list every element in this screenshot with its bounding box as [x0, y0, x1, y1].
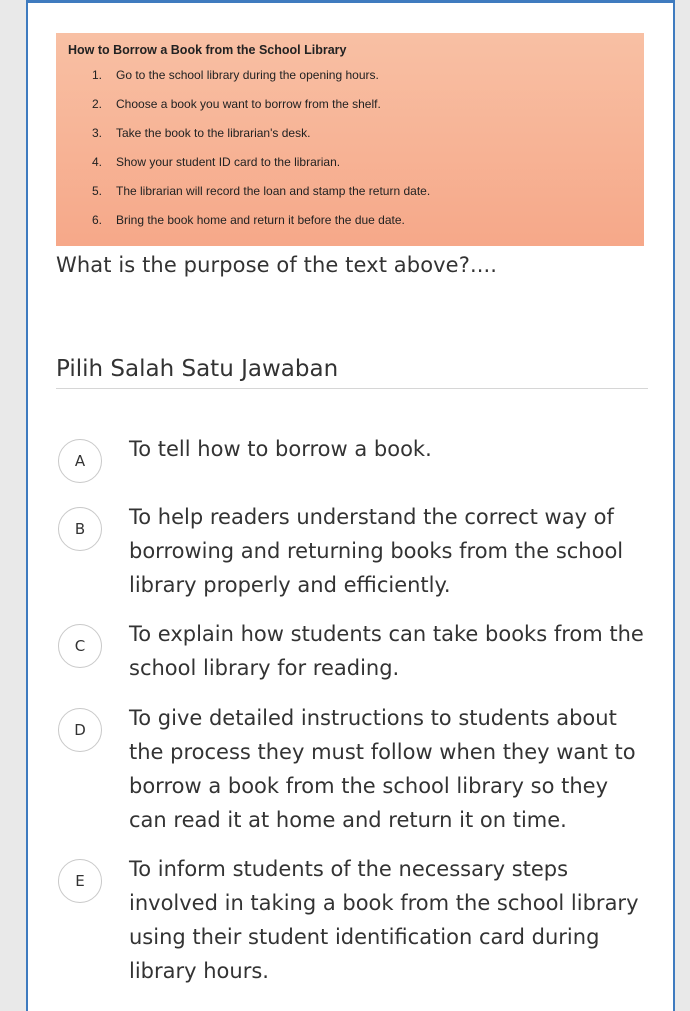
option-a-text[interactable]: To tell how to borrow a book.	[129, 437, 432, 461]
option-b-radio[interactable]: B	[58, 507, 102, 551]
step-item	[68, 213, 632, 242]
step-number: 1.	[92, 68, 103, 82]
question-text: What is the purpose of the text above?....	[56, 253, 498, 277]
option-c-text[interactable]: To explain how students can take books from the school library for reading.	[129, 622, 644, 680]
reading-passage	[56, 33, 644, 246]
answer-section-title: Pilih Salah Satu Jawaban	[56, 356, 339, 382]
step-number: 2.	[92, 97, 103, 111]
step-number: 3.	[92, 126, 103, 140]
step-text: The librarian will record the loan and stamp the return date.	[116, 184, 431, 198]
option-a-radio[interactable]: A	[58, 439, 102, 483]
passage-title: How to Borrow a Book from the School Library	[68, 43, 347, 57]
step-number: 5.	[92, 184, 103, 198]
step-text: Go to the school library during the opening hours.	[116, 68, 379, 82]
option-d[interactable]	[58, 702, 658, 853]
steps-list	[68, 68, 632, 242]
option-e-radio[interactable]: E	[58, 859, 102, 903]
step-text: Bring the book home and return it before the due date.	[116, 213, 405, 227]
section-divider	[56, 388, 648, 389]
step-item	[68, 68, 632, 97]
option-d-text[interactable]: To give detailed instructions to students about the process they must follow when they want to borrow a book from the school library so they can read it at home and return it on time.	[129, 706, 636, 832]
step-text: Choose a book you want to borrow from the shelf.	[116, 97, 381, 111]
option-b-text[interactable]: To help readers understand the correct way of borrowing and returning books from the school library properly and efficiently.	[129, 505, 624, 597]
option-d-radio[interactable]: D	[58, 708, 102, 752]
step-item	[68, 184, 632, 213]
step-number: 6.	[92, 213, 103, 227]
step-item	[68, 97, 632, 126]
option-b[interactable]	[58, 501, 658, 618]
option-a[interactable]	[58, 433, 658, 501]
step-text: Take the book to the librarian's desk.	[116, 126, 311, 140]
question-card	[26, 0, 675, 1011]
option-e[interactable]	[58, 853, 658, 993]
option-c[interactable]	[58, 618, 658, 702]
answer-options	[58, 433, 658, 993]
option-e-text[interactable]: To inform students of the necessary steps involved in taking a book from the school library using their student identification card during library hours.	[129, 857, 639, 983]
step-number: 4.	[92, 155, 103, 169]
option-c-radio[interactable]: C	[58, 624, 102, 668]
step-item	[68, 126, 632, 155]
step-text: Show your student ID card to the librarian.	[116, 155, 341, 169]
step-item	[68, 155, 632, 184]
